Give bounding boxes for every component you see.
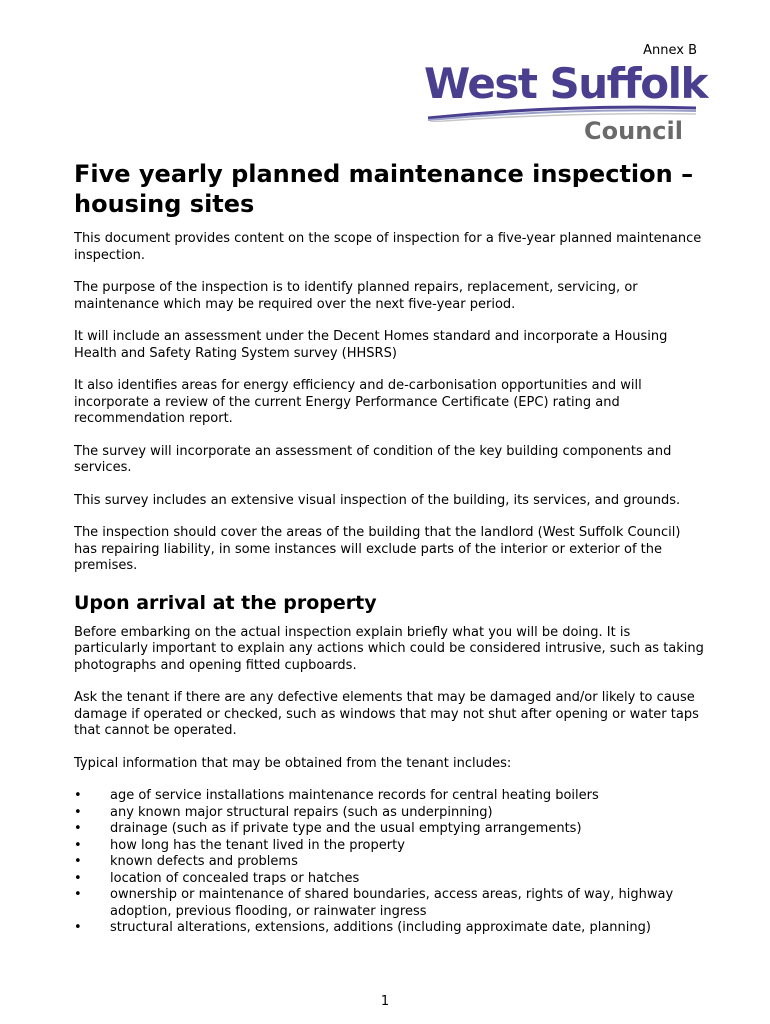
list-item: • age of service installations maintenance records for central heating boilers xyxy=(74,788,599,803)
list-item: • any known major structural repairs (such as underpinning) xyxy=(74,804,493,820)
paragraph: Ask the tenant if there are any defective elements that may be damaged and/or likely to cause damage if operated or checked, such as windows that may not shut after opening or water taps that cannot be operated. xyxy=(74,690,699,738)
bullet-icon: • xyxy=(74,870,82,886)
list-item: • location of concealed traps or hatches xyxy=(74,870,360,886)
tenant-info-list xyxy=(74,788,704,937)
paragraph: It will include an assessment under the Decent Homes standard and incorporate a Housing Health and Safety Rating System survey (HHSRS) xyxy=(74,329,668,361)
bullet-icon: • xyxy=(74,837,82,853)
list-item: • structural alterations, extensions, additions (including approximate date, planning) xyxy=(74,920,651,935)
list-item: • how long has the tenant lived in the property xyxy=(74,837,405,853)
bullet-icon: • xyxy=(74,920,82,935)
bullet-icon: • xyxy=(74,788,82,803)
bullet-icon: • xyxy=(74,804,82,820)
list-item: • known defects and problems xyxy=(74,854,298,869)
list-item: • drainage (such as if private type and the usual emptying arrangements) xyxy=(74,821,582,836)
paragraph: It also identifies areas for energy efficiency and de-carbonisation opportunities and will incorporate a review of the current Energy Performance Certificate (EPC) rating and recommendation report. xyxy=(74,378,642,426)
paragraph: The inspection should cover the areas of the building that the landlord (West Suffolk Council) has repairing liability, in some instances will exclude parts of the interior or exterior of the premises. xyxy=(74,525,681,573)
paragraph: This document provides content on the scope of inspection for a five-year planned maintenance inspection. xyxy=(74,231,702,263)
bullet-icon: • xyxy=(74,854,82,869)
logo-text-main: West Suffolk xyxy=(424,59,707,108)
document-title: Five yearly planned maintenance inspection – housing sites xyxy=(74,160,694,218)
paragraph: The survey will incorporate an assessment of condition of the key building components and services. xyxy=(74,443,672,475)
page-number: 1 xyxy=(380,994,390,1009)
logo-text-council: Council xyxy=(584,117,683,145)
paragraph: Typical information that may be obtained from the tenant includes: xyxy=(74,755,512,771)
annex-label: Annex B xyxy=(643,43,697,58)
section-heading: Upon arrival at the property xyxy=(74,591,377,614)
paragraph: Before embarking on the actual inspection explain briefly what you will be doing. It is particularly important to explain any actions which could be considered intrusive, such as taking photographs and opening fitted cupboards. xyxy=(74,624,704,673)
bullet-icon: • xyxy=(74,887,82,902)
document-body xyxy=(74,159,704,937)
bullet-icon: • xyxy=(74,821,82,836)
council-logo xyxy=(424,59,707,146)
paragraph: The purpose of the inspection is to identify planned repairs, replacement, servicing, or maintenance which may be required over the next five-year period. xyxy=(74,280,638,312)
paragraph: This survey includes an extensive visual inspection of the building, its services, and grounds. xyxy=(74,492,681,508)
list-item: • ownership or maintenance of shared boundaries, access areas, rights of way, highway adoption, previous flooding, or rainwater ingress xyxy=(74,887,674,919)
